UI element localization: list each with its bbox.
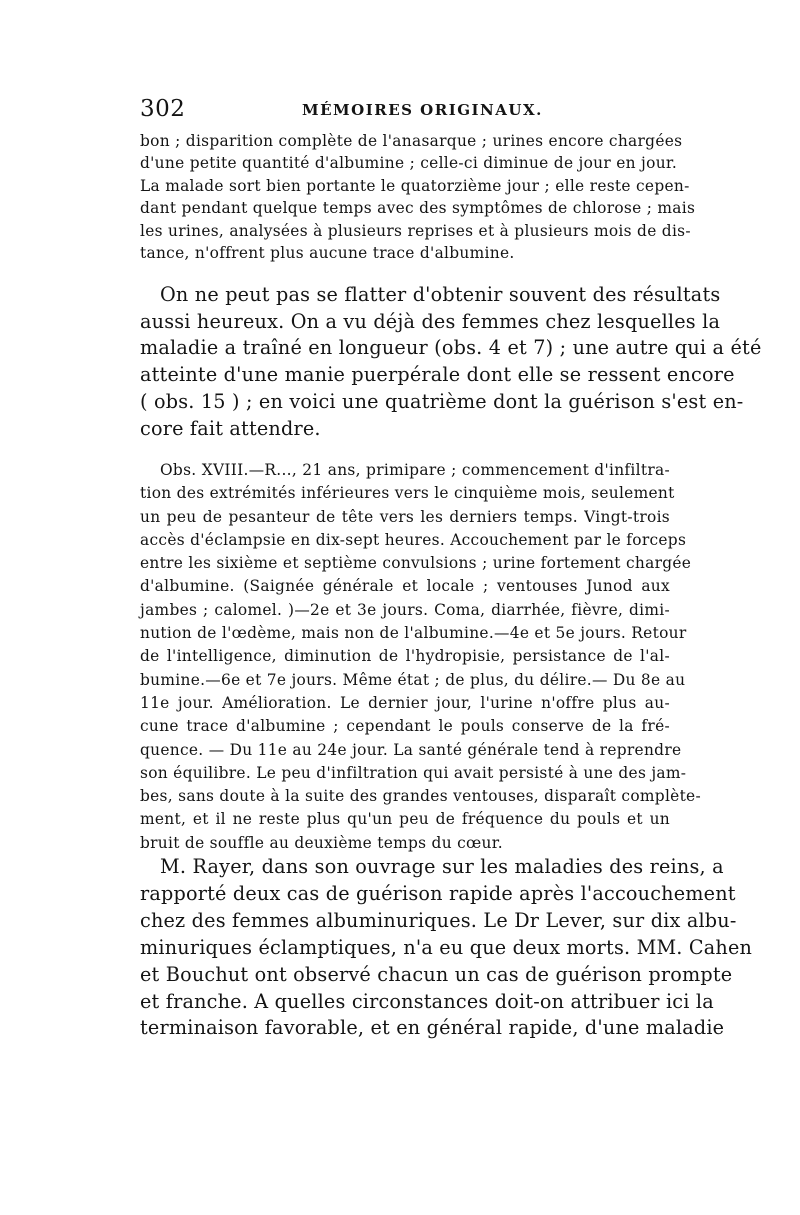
text-line: atteinte d'une manie puerpérale dont elle se ressent encore [140, 363, 735, 387]
text-line: maladie a traîné en longueur (obs. 4 et 7) ; une autre qui a été [140, 336, 762, 360]
text-line: ment, et il ne reste plus qu'un peu de fréquence du pouls et un [140, 810, 670, 829]
text-line: chez des femmes albuminuriques. Le Dr Lever, sur dix albu- [140, 908, 737, 932]
text-line: tion des extrémités inférieures vers le cinquième mois, seulement [140, 484, 675, 503]
text-line: un peu de pesanteur de tête vers les derniers temps. Vingt-trois [140, 507, 670, 526]
text-line: quence. — Du 11e au 24e jour. La santé générale tend à reprendre [140, 740, 682, 759]
text-line: jambes ; calomel. )—2e et 3e jours. Coma, diarrhée, fièvre, dimi- [140, 600, 670, 619]
text-line: et Bouchut ont observé chacun un cas de guérison prompte [140, 962, 733, 986]
text-line: accès d'éclampsie en dix-sept heures. Accouchement par le forceps [140, 530, 687, 549]
text-line: de l'intelligence, diminution de l'hydropisie, persistance de l'al- [140, 647, 670, 666]
text-line: Obs. XVIII.—R..., 21 ans, primipare ; commencement d'infiltra- [160, 461, 670, 479]
text-line: aussi heureux. On a vu déjà des femmes chez lesquelles la [140, 309, 721, 333]
text-line: cune trace d'albumine ; cependant le pouls conserve de la fré- [140, 717, 670, 736]
text-line: les urines, analysées à plusieurs reprises et à plusieurs mois de dis- [140, 221, 691, 240]
text-line: rapporté deux cas de guérison rapide après l'accouchement [140, 881, 736, 905]
page-number: 302 [140, 96, 186, 122]
text-line: son équilibre. Le peu d'infiltration qui avait persisté à une des jam- [140, 763, 687, 782]
text-line: terminaison favorable, et en général rapide, d'une maladie [140, 1016, 725, 1040]
text-line: bes, sans doute à la suite des grandes ventouses, disparaît complète- [140, 787, 701, 806]
observation-xviii [140, 459, 701, 855]
paragraph-continuation [140, 130, 696, 264]
text-line: nution de l'œdème, mais non de l'albumine.—4e et 5e jours. Retour [140, 624, 687, 643]
text-line: dant pendant quelque temps avec des symptômes de chlorose ; mais [140, 199, 696, 218]
paragraph-rayer [140, 854, 753, 1042]
text-line: ( obs. 15 ) ; en voici une quatrième dont la guérison s'est en- [140, 389, 744, 413]
text-line: d'albumine. (Saignée générale et locale ; ventouses Junod aux [140, 577, 670, 596]
text-line: 11e jour. Amélioration. Le dernier jour, l'urine n'offre plus au- [140, 693, 670, 712]
text-line: et franche. A quelles circonstances doit-on attribuer ici la [140, 989, 714, 1013]
text-line: d'une petite quantité d'albumine ; celle-ci diminue de jour en jour. [140, 154, 678, 173]
text-line: La malade sort bien portante le quatorzième jour ; elle reste cepen- [140, 176, 690, 195]
text-line: entre les sixième et septième convulsions ; urine fortement chargée [140, 554, 692, 573]
text-line: bumine.—6e et 7e jours. Même état ; de plus, du délire.— Du 8e au [140, 670, 686, 689]
text-line: minuriques éclamptiques, n'a eu que deux morts. MM. Cahen [140, 935, 753, 959]
text-line: core fait attendre. [140, 416, 321, 440]
text-line: On ne peut pas se flatter d'obtenir souvent des résultats [160, 283, 721, 306]
text-line: bruit de souffle au deuxième temps du cœur. [140, 833, 503, 852]
paragraph-results [140, 282, 762, 442]
page-header [140, 96, 670, 124]
text-line: tance, n'offrent plus aucune trace d'albumine. [140, 244, 515, 263]
text-line: bon ; disparition complète de l'anasarque ; urines encore chargées [140, 132, 683, 150]
running-title: MÉMOIRES ORIGINAUX. [302, 101, 543, 119]
text-line: M. Rayer, dans son ouvrage sur les maladies des reins, a [160, 855, 724, 878]
